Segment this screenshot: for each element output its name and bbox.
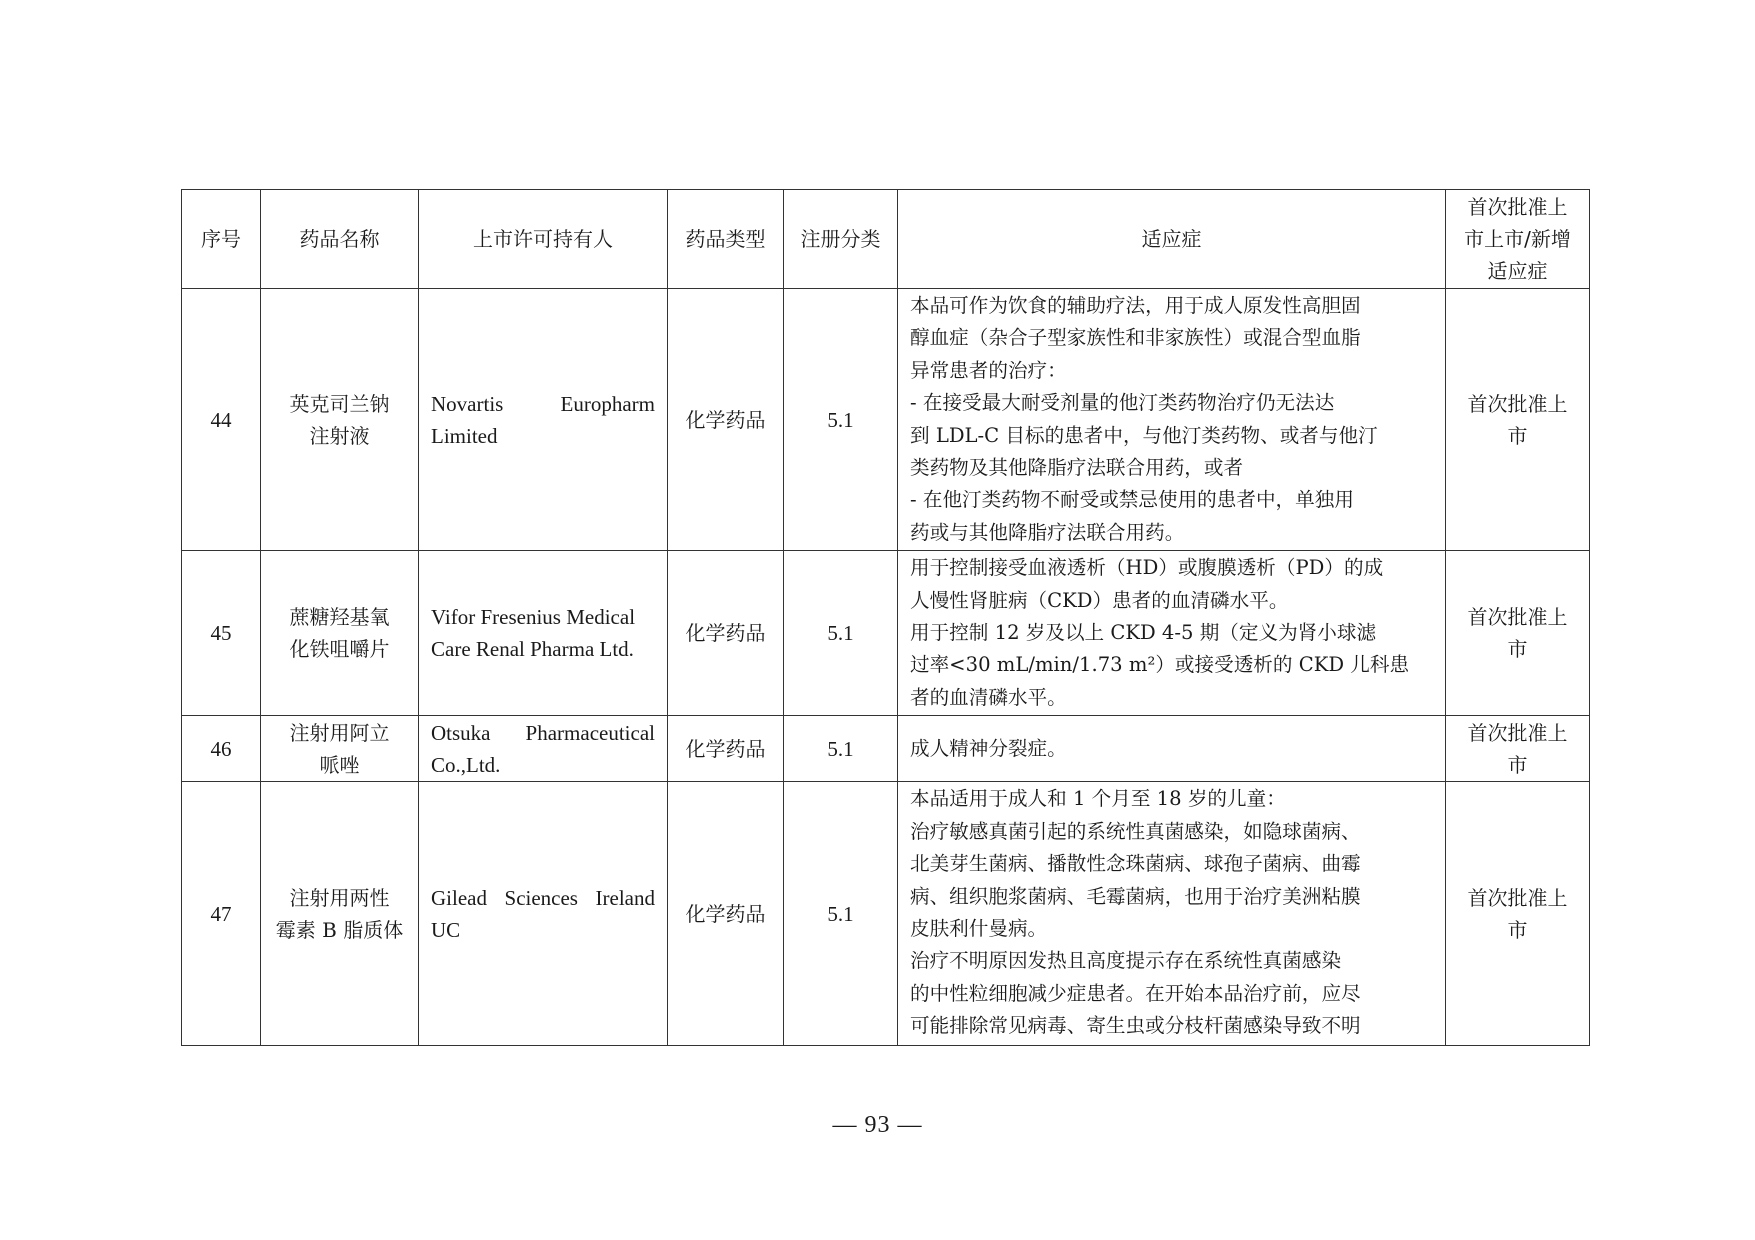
drug-name-line: 化铁咀嚼片 [289, 637, 390, 662]
row-approval-type [1446, 551, 1590, 716]
holder-line: Otsuka Pharmaceutical [431, 720, 655, 745]
table-row [182, 782, 1590, 1046]
indication-line: 异常患者的治疗： [910, 358, 1067, 382]
holder-line: Care Renal Pharma Ltd. [431, 637, 634, 662]
header-approval-type [1446, 190, 1590, 289]
indication-line: 的中性粒细胞减少症患者。在开始本品治疗前，应尽 [910, 981, 1361, 1005]
indication-line: 用于控制接受血液透析（HD）或腹膜透析（PD）的成 [910, 556, 1384, 580]
indication-line: 过率<30 mL/min/1.73 m²）或接受透析的 CKD 儿科患 [910, 653, 1410, 677]
header-drug-type: 药品类型 [668, 190, 784, 289]
row-drug-name [261, 782, 419, 1046]
approval-line: 市 [1507, 637, 1528, 662]
indication-line: 者的血清磷水平。 [910, 685, 1067, 709]
row-holder [419, 716, 668, 782]
row-holder [419, 289, 668, 551]
table-row [182, 551, 1590, 716]
indication-line: 皮肤利什曼病。 [910, 916, 1048, 940]
row-indication [898, 551, 1446, 716]
row-indication [898, 782, 1446, 1046]
row-approval-type [1446, 289, 1590, 551]
row-holder [419, 551, 668, 716]
row-indication [898, 289, 1446, 551]
table-body [182, 289, 1590, 1046]
indication-line: 药或与其他降脂疗法联合用药。 [910, 520, 1185, 544]
header-registration-class: 注册分类 [784, 190, 898, 289]
holder-line: Gilead Sciences Ireland [431, 885, 655, 910]
row-approval-type [1446, 716, 1590, 782]
indication-line: 到 LDL-C 目标的患者中，与他汀类药物、或者与他汀 [910, 423, 1378, 447]
table-row [182, 716, 1590, 782]
header-approval-line: 首次批准上 [1467, 195, 1568, 219]
row-index: 47 [182, 782, 261, 1046]
row-registration-class: 5.1 [784, 716, 898, 782]
indication-line: 北美芽生菌病、播散性念珠菌病、球孢子菌病、曲霉 [910, 852, 1361, 876]
table-row [182, 289, 1590, 551]
indication-line: 醇血症（杂合子型家族性和非家族性）或混合型血脂 [910, 326, 1361, 350]
row-drug-type: 化学药品 [668, 716, 784, 782]
row-drug-name [261, 551, 419, 716]
header-approval-line: 市上市/新增 [1464, 227, 1571, 251]
holder-line: UC [431, 917, 461, 942]
row-holder [419, 782, 668, 1046]
indication-line: 用于控制 12 岁及以上 CKD 4-5 期（定义为肾小球滤 [910, 621, 1377, 645]
header-approval-line: 适应症 [1487, 259, 1548, 283]
drug-name-line: 蔗糖羟基氧 [289, 605, 390, 630]
indication-line: - 在接受最大耐受剂量的他汀类药物治疗仍无法达 [910, 391, 1335, 415]
row-approval-type [1446, 782, 1590, 1046]
drug-name-line: 霉素 B 脂质体 [275, 917, 404, 942]
header-index: 序号 [182, 190, 261, 289]
approval-line: 首次批准上 [1467, 885, 1568, 910]
row-registration-class: 5.1 [784, 289, 898, 551]
indication-line: 本品适用于成人和 1 个月至 18 岁的儿童： [910, 787, 1286, 811]
holder-line: Novartis Europharm [431, 391, 655, 416]
row-index: 46 [182, 716, 261, 782]
drug-approval-table [181, 189, 1590, 1046]
indication-line: 治疗不明原因发热且高度提示存在系统性真菌感染 [910, 949, 1342, 973]
indication-line: 类药物及其他降脂疗法联合用药，或者 [910, 456, 1244, 480]
approval-line: 首次批准上 [1467, 391, 1568, 416]
row-index: 44 [182, 289, 261, 551]
approval-line: 市 [1507, 752, 1528, 777]
row-drug-type: 化学药品 [668, 289, 784, 551]
approval-line: 首次批准上 [1467, 720, 1568, 745]
header-drug-name: 药品名称 [261, 190, 419, 289]
indication-line: 人慢性肾脏病（CKD）患者的血清磷水平。 [910, 588, 1289, 612]
row-drug-type: 化学药品 [668, 782, 784, 1046]
approval-line: 市 [1507, 917, 1528, 942]
holder-line: Vifor Fresenius Medical [431, 605, 636, 630]
approval-line: 首次批准上 [1467, 605, 1568, 630]
header-row [182, 190, 1590, 289]
drug-name-line: 英克司兰钠 [289, 391, 390, 416]
holder-line: Co.,Ltd. [431, 752, 501, 777]
indication-line: - 在他汀类药物不耐受或禁忌使用的患者中，单独用 [910, 488, 1354, 512]
drug-name-line: 注射用两性 [289, 885, 390, 910]
indication-line: 治疗敏感真菌引起的系统性真菌感染，如隐球菌病、 [910, 819, 1361, 843]
holder-line: Limited [431, 423, 498, 448]
indication-line: 病、组织胞浆菌病、毛霉菌病，也用于治疗美洲粘膜 [910, 884, 1361, 908]
drug-name-line: 注射液 [309, 423, 370, 448]
row-registration-class: 5.1 [784, 782, 898, 1046]
drug-name-line: 哌唑 [319, 752, 360, 777]
drug-name-line: 注射用阿立 [289, 720, 390, 745]
row-drug-type: 化学药品 [668, 551, 784, 716]
row-indication [898, 716, 1446, 782]
approval-line: 市 [1507, 423, 1528, 448]
header-indication: 适应症 [898, 190, 1446, 289]
page-number: — 93 — [832, 1112, 923, 1138]
indication-line: 成人精神分裂症。 [910, 736, 1067, 760]
header-holder: 上市许可持有人 [419, 190, 668, 289]
row-drug-name [261, 716, 419, 782]
row-index: 45 [182, 551, 261, 716]
table-header [182, 190, 1590, 289]
row-drug-name [261, 289, 419, 551]
indication-line: 可能排除常见病毒、寄生虫或分枝杆菌感染导致不明 [910, 1014, 1361, 1038]
row-registration-class: 5.1 [784, 551, 898, 716]
indication-line: 本品可作为饮食的辅助疗法，用于成人原发性高胆固 [910, 294, 1361, 317]
